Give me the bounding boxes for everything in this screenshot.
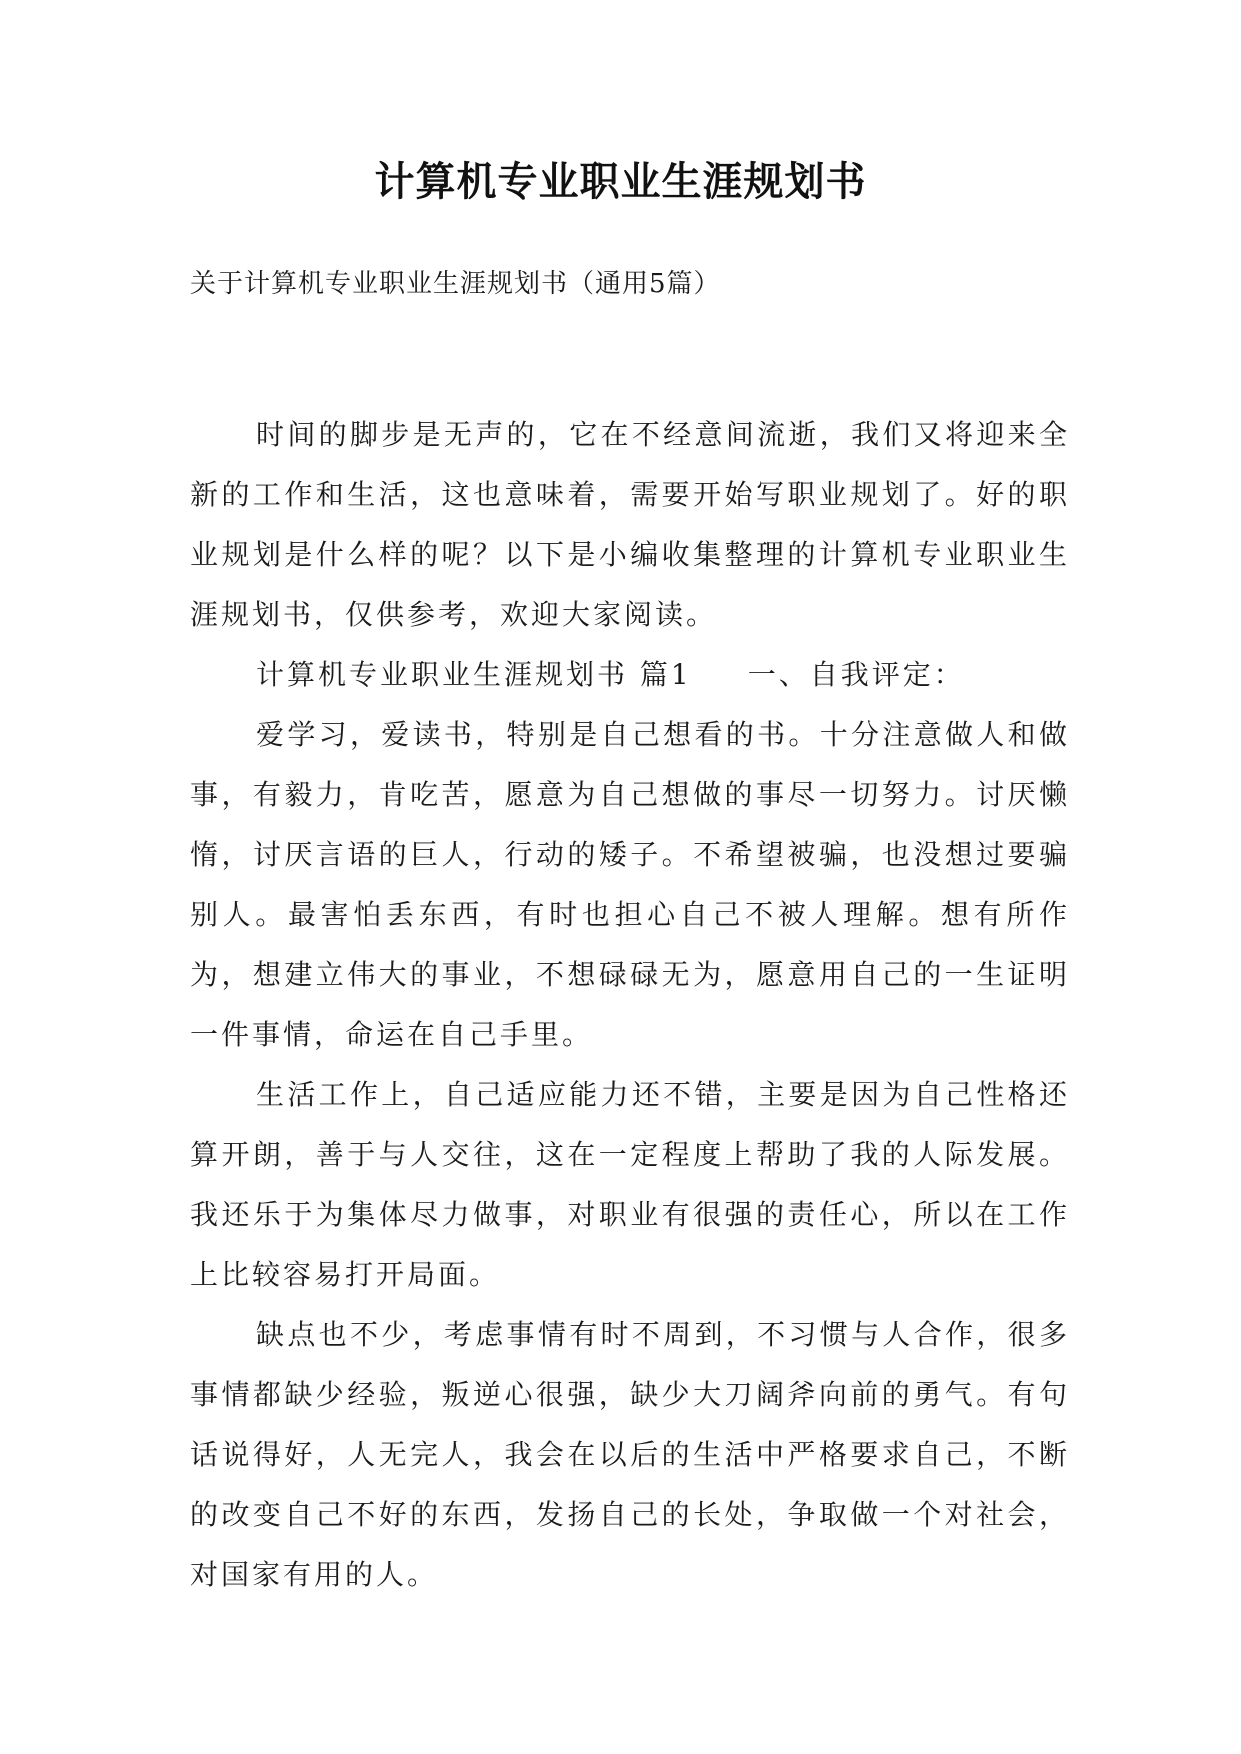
body-paragraph-1: 爱学习，爱读书，特别是自己想看的书。十分注意做人和做事，有毅力，肯吃苦，愿意为自己想做的事尽一切努力。讨厌懒惰，讨厌言语的巨人，行动的矮子。不希望被骗，也没想过要骗别人。最害怕丢东西，有时也担心自己不被人理解。想有所作为，想建立伟大的事业，不想碌碌无为，愿意用自己的一生证明一件事情，命运在自己手里。: [190, 718, 1070, 1051]
document-subtitle: 关于计算机专业职业生涯规划书（通用5篇）: [190, 269, 721, 299]
document-body: [190, 405, 1070, 1605]
body-paragraph-2: 生活工作上，自己适应能力还不错，主要是因为自己性格还算开朗，善于与人交往，这在一定程度上帮助了我的人际发展。我还乐于为集体尽力做事，对职业有很强的责任心，所以在工作上比较容易打开局面。: [190, 1078, 1070, 1291]
section-heading: 计算机专业职业生涯规划书 篇1: [256, 658, 692, 691]
section-heading-line: [190, 645, 1070, 705]
subsection-heading: 一、自我评定：: [747, 658, 965, 691]
document-title: 计算机专业职业生涯规划书: [374, 159, 867, 205]
body-paragraph-3: 缺点也不少，考虑事情有时不周到，不习惯与人合作，很多事情都缺少经验，叛逆心很强，缺少大刀阔斧向前的勇气。有句话说得好，人无完人，我会在以后的生活中严格要求自己，不断的改变自己不好的东西，发扬自己的长处，争取做一个对社会，对国家有用的人。: [190, 1318, 1070, 1591]
intro-paragraph: 时间的脚步是无声的，它在不经意间流逝，我们又将迎来全新的工作和生活，这也意味着，需要开始写职业规划了。好的职业规划是什么样的呢？以下是小编收集整理的计算机专业职业生涯规划书，仅供参考，欢迎大家阅读。: [190, 418, 1070, 631]
